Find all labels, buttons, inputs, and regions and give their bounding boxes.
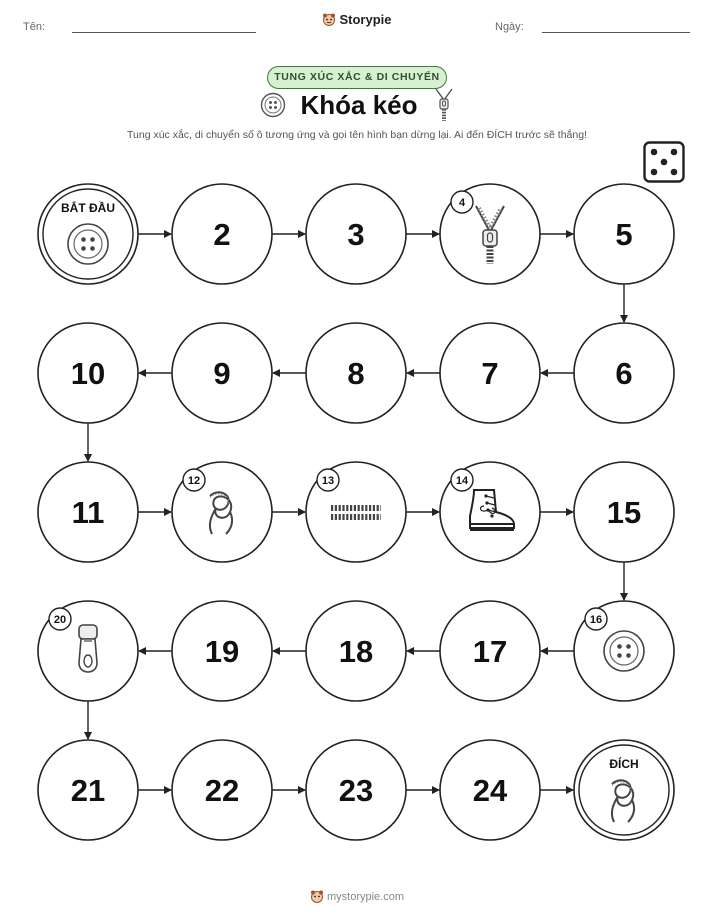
- cell-number: 9: [213, 356, 231, 391]
- date-label: Ngày:: [495, 21, 524, 33]
- footer: [0, 889, 714, 903]
- footer-url: mystorypie.com: [326, 891, 405, 903]
- board-cell-22: [172, 740, 272, 840]
- board-cell-18: [306, 601, 406, 701]
- cell-number: 11: [71, 495, 105, 530]
- storypie-footer-icon: [310, 889, 324, 903]
- cell-number: 7: [481, 356, 499, 391]
- board-cell-20: [38, 601, 138, 701]
- cell-number: 4: [458, 197, 466, 209]
- board-cell-24: [440, 740, 540, 840]
- board-cell-14: [440, 462, 540, 562]
- finish-label: ĐÍCH: [609, 757, 639, 771]
- cell-number: 22: [204, 773, 240, 808]
- button-icon: [68, 224, 108, 264]
- cell-number: 15: [606, 495, 642, 530]
- board-cell-19: [172, 601, 272, 701]
- cell-number: 21: [70, 773, 106, 808]
- button-icon: [604, 631, 644, 671]
- cell-number: 8: [347, 356, 365, 391]
- cell-number: 5: [615, 217, 633, 252]
- board-cell-16: [574, 601, 674, 701]
- board-cell-17: [440, 601, 540, 701]
- start-label: BẮT ĐẦU: [61, 201, 115, 215]
- cell-number: 20: [53, 614, 67, 626]
- brand-name: Storypie: [339, 12, 392, 27]
- game-type-badge: TUNG XÚC XẮC & DI CHUYỂN: [267, 66, 447, 89]
- cell-number: 12: [187, 475, 201, 487]
- cell-number: 6: [615, 356, 633, 391]
- board-cell-9: [172, 323, 272, 423]
- board-cell-10: [38, 323, 138, 423]
- board-cell-12: [172, 462, 272, 562]
- zipper-pull-icon: [79, 625, 97, 672]
- board-cell-7: [440, 323, 540, 423]
- cell-number: 24: [472, 773, 508, 808]
- cell-number: 10: [70, 356, 106, 391]
- cell-number: 19: [204, 634, 240, 669]
- cell-number: 3: [347, 217, 365, 252]
- board-cell-11: [38, 462, 138, 562]
- cell-number: 23: [338, 773, 374, 808]
- cell-number: 14: [455, 475, 469, 487]
- board-cell-15: [574, 462, 674, 562]
- board-cell-3: [306, 184, 406, 284]
- start-cell: [38, 184, 138, 284]
- board-cell-6: [574, 323, 674, 423]
- finish-cell: [574, 740, 674, 840]
- board-cell-4: [440, 184, 540, 284]
- board-cell-2: [172, 184, 272, 284]
- board-cell-5: [574, 184, 674, 284]
- cell-number: 2: [213, 217, 231, 252]
- cell-number: 13: [321, 475, 335, 487]
- cell-number: 16: [589, 614, 603, 626]
- title-text: Khóa kéo: [300, 90, 418, 120]
- board-cell-23: [306, 740, 406, 840]
- board-cell-8: [306, 323, 406, 423]
- instructions: Tung xúc xắc, di chuyển số ô tương ứng và gọi tên hình bạn dừng lại. Ai đến ĐÍCH trước sẽ thắng!: [126, 129, 587, 141]
- name-label: Tên:: [23, 21, 46, 33]
- cell-number: 18: [338, 634, 374, 669]
- board-cell-21: [38, 740, 138, 840]
- board-cell-13: [306, 462, 406, 562]
- cell-circle: [574, 740, 674, 840]
- cell-number: 17: [472, 634, 508, 669]
